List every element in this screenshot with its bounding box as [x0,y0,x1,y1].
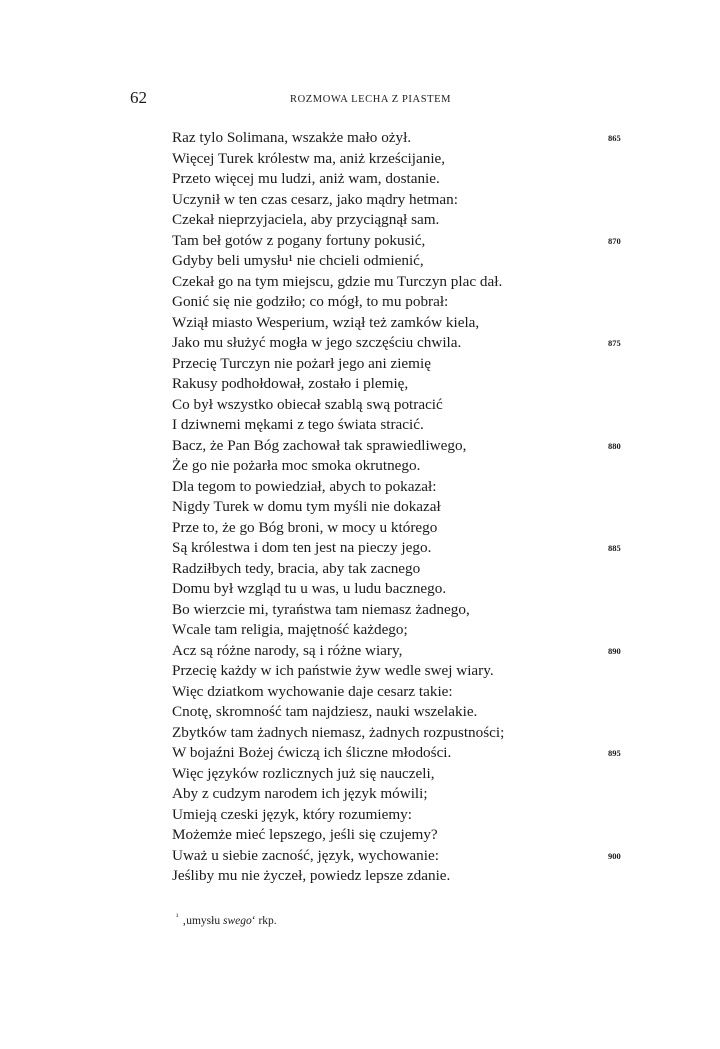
footnote-suffix: ‘ rkp. [251,914,277,927]
poem-line [172,190,642,211]
poem-line-text: Gonić się nie godziło; co mógł, to mu pobrał: [172,293,449,310]
page-number: 62 [130,88,147,107]
poem-line [172,128,642,149]
poem-line [172,149,642,170]
poem-line [172,600,642,621]
poem-line-text: Uczynił w ten czas cesarz, jako mądry hetman: [172,190,458,208]
poem-line [172,210,642,231]
poem-line-text: Raz tylo Solimana, wszakże mało ożył. [172,129,412,146]
poem-line [172,169,642,190]
poem-line-text: Umieją czeski język, który rozumiemy: [172,805,412,823]
poem-line [172,251,642,272]
poem-line-text: Dla tegom to powiedział, abych to pokazał: [172,477,437,495]
poem-line-text: Przecię każdy w ich państwie żyw wedle swej wiary. [172,662,494,679]
poem-line [172,764,642,785]
poem-line [172,825,642,846]
poem-line-text: Zbytków tam żadnych niemasz, żadnych rozpustności; [172,723,505,741]
poem-line-text: Więcej Turek królestw ma, aniż krześcijanie, [172,149,446,167]
poem-line-text: I dziwnemi mękami z tego świata stracić. [172,416,424,433]
footnote [176,910,277,928]
poem-line-text: Cnotę, skromność tam najdziesz, nauki wszelakie. [172,703,478,720]
poem-line [172,538,642,559]
poem-line-text: W bojaźni Bożej ćwiczą ich śliczne młodości. [172,744,452,761]
poem-line [172,436,642,457]
poem-line-text: Jeśliby mu nie życzeł, powiedz lepsze zdanie. [172,867,451,884]
poem-line [172,579,642,600]
poem-text [172,128,642,887]
poem-line-text: Przecię Turczyn nie pożarł jego ani ziemię [172,354,431,372]
poem-line-text: Aby z cudzym narodem ich język mówili; [172,785,428,802]
line-number: 875 [608,338,621,348]
line-number: 895 [608,748,621,758]
poem-line-text: Możemże mieć lepszego, jeśli się czujemy? [172,826,438,843]
poem-line [172,497,642,518]
footnote-prefix: ‚umysłu [182,914,221,927]
poem-line-text: Wziął miasto Wesperium, wziął też zamków kiela, [172,313,480,331]
running-title: ROZMOWA LECHA Z PIASTEM [290,94,452,105]
poem-line [172,354,642,375]
poem-line-text: Co był wszystko obiecał szablą swą potracić [172,395,443,413]
poem-line [172,661,642,682]
poem-line [172,374,642,395]
poem-line-text: Więc języków rozlicznych już się nauczeli, [172,764,435,782]
poem-line-text: Jako mu służyć mogła w jego szczęściu chwila. [172,334,462,351]
poem-line [172,559,642,580]
poem-line-text: Czekał go na tym miejscu, gdzie mu Turczyn plac dał. [172,272,503,290]
poem-line [172,702,642,723]
poem-line-text: Tam beł gotów z pogany fortuny pokusić, [172,231,426,249]
line-number: 880 [608,440,621,451]
poem-line [172,395,642,416]
poem-line-text: Radziłbych tedy, bracia, aby tak zacnego [172,559,421,577]
poem-line [172,866,642,887]
poem-line [172,272,642,293]
poem-line-text: Rakusy podhołdował, zostało i plemię, [172,375,409,392]
poem-line-text: Bacz, że Pan Bóg zachował tak sprawiedliwego, [172,436,467,454]
poem-line-text: Domu był wzgląd tu u was, u ludu bacznego. [172,580,447,597]
poem-line [172,231,642,252]
line-number: 870 [608,235,621,246]
line-number: 885 [608,543,621,553]
poem-line-text: Bo wierzcie mi, tyraństwa tam niemasz żadnego, [172,600,470,618]
poem-line-text: Więc dziatkom wychowanie daje cesarz takie: [172,682,453,700]
poem-line [172,313,642,334]
poem-line [172,333,642,354]
footnote-italic-word: swego [222,914,252,927]
line-number: 865 [608,133,621,143]
poem-line [172,641,642,662]
poem-line-text: Wcale tam religia, majętność każdego; [172,621,408,638]
poem-line [172,846,642,867]
poem-line [172,723,642,744]
poem-line [172,292,642,313]
poem-line-text: Acz są różne narody, są i różne wiary, [172,641,403,659]
poem-line [172,682,642,703]
poem-line-text: Czekał nieprzyjaciela, aby przyciągnął sam. [172,211,440,228]
poem-line-text: Uważ u siebie zacność, język, wychowanie: [172,846,439,864]
poem-line [172,415,642,436]
poem-line-text: Nigdy Turek w domu tym myśli nie dokazał [172,498,441,515]
line-number: 900 [608,850,621,861]
poem-line-text: Że go nie pożarła moc smoka okrutnego. [172,457,421,474]
line-number: 890 [608,645,621,656]
poem-line [172,518,642,539]
poem-line [172,620,642,641]
poem-line [172,743,642,764]
poem-line [172,805,642,826]
poem-line-text: Są królestwa i dom ten jest na pieczy jego. [172,539,432,556]
poem-line-text: Gdyby beli umysłu¹ nie chcieli odmienić, [172,252,424,269]
poem-line-text: Przeto więcej mu ludzi, aniż wam, dostanie. [172,170,440,187]
poem-line [172,784,642,805]
poem-line [172,456,642,477]
footnote-marker: ¹ [176,912,179,921]
poem-line [172,477,642,498]
poem-line-text: Prze to, że go Bóg broni, w mocy u którego [172,518,438,536]
